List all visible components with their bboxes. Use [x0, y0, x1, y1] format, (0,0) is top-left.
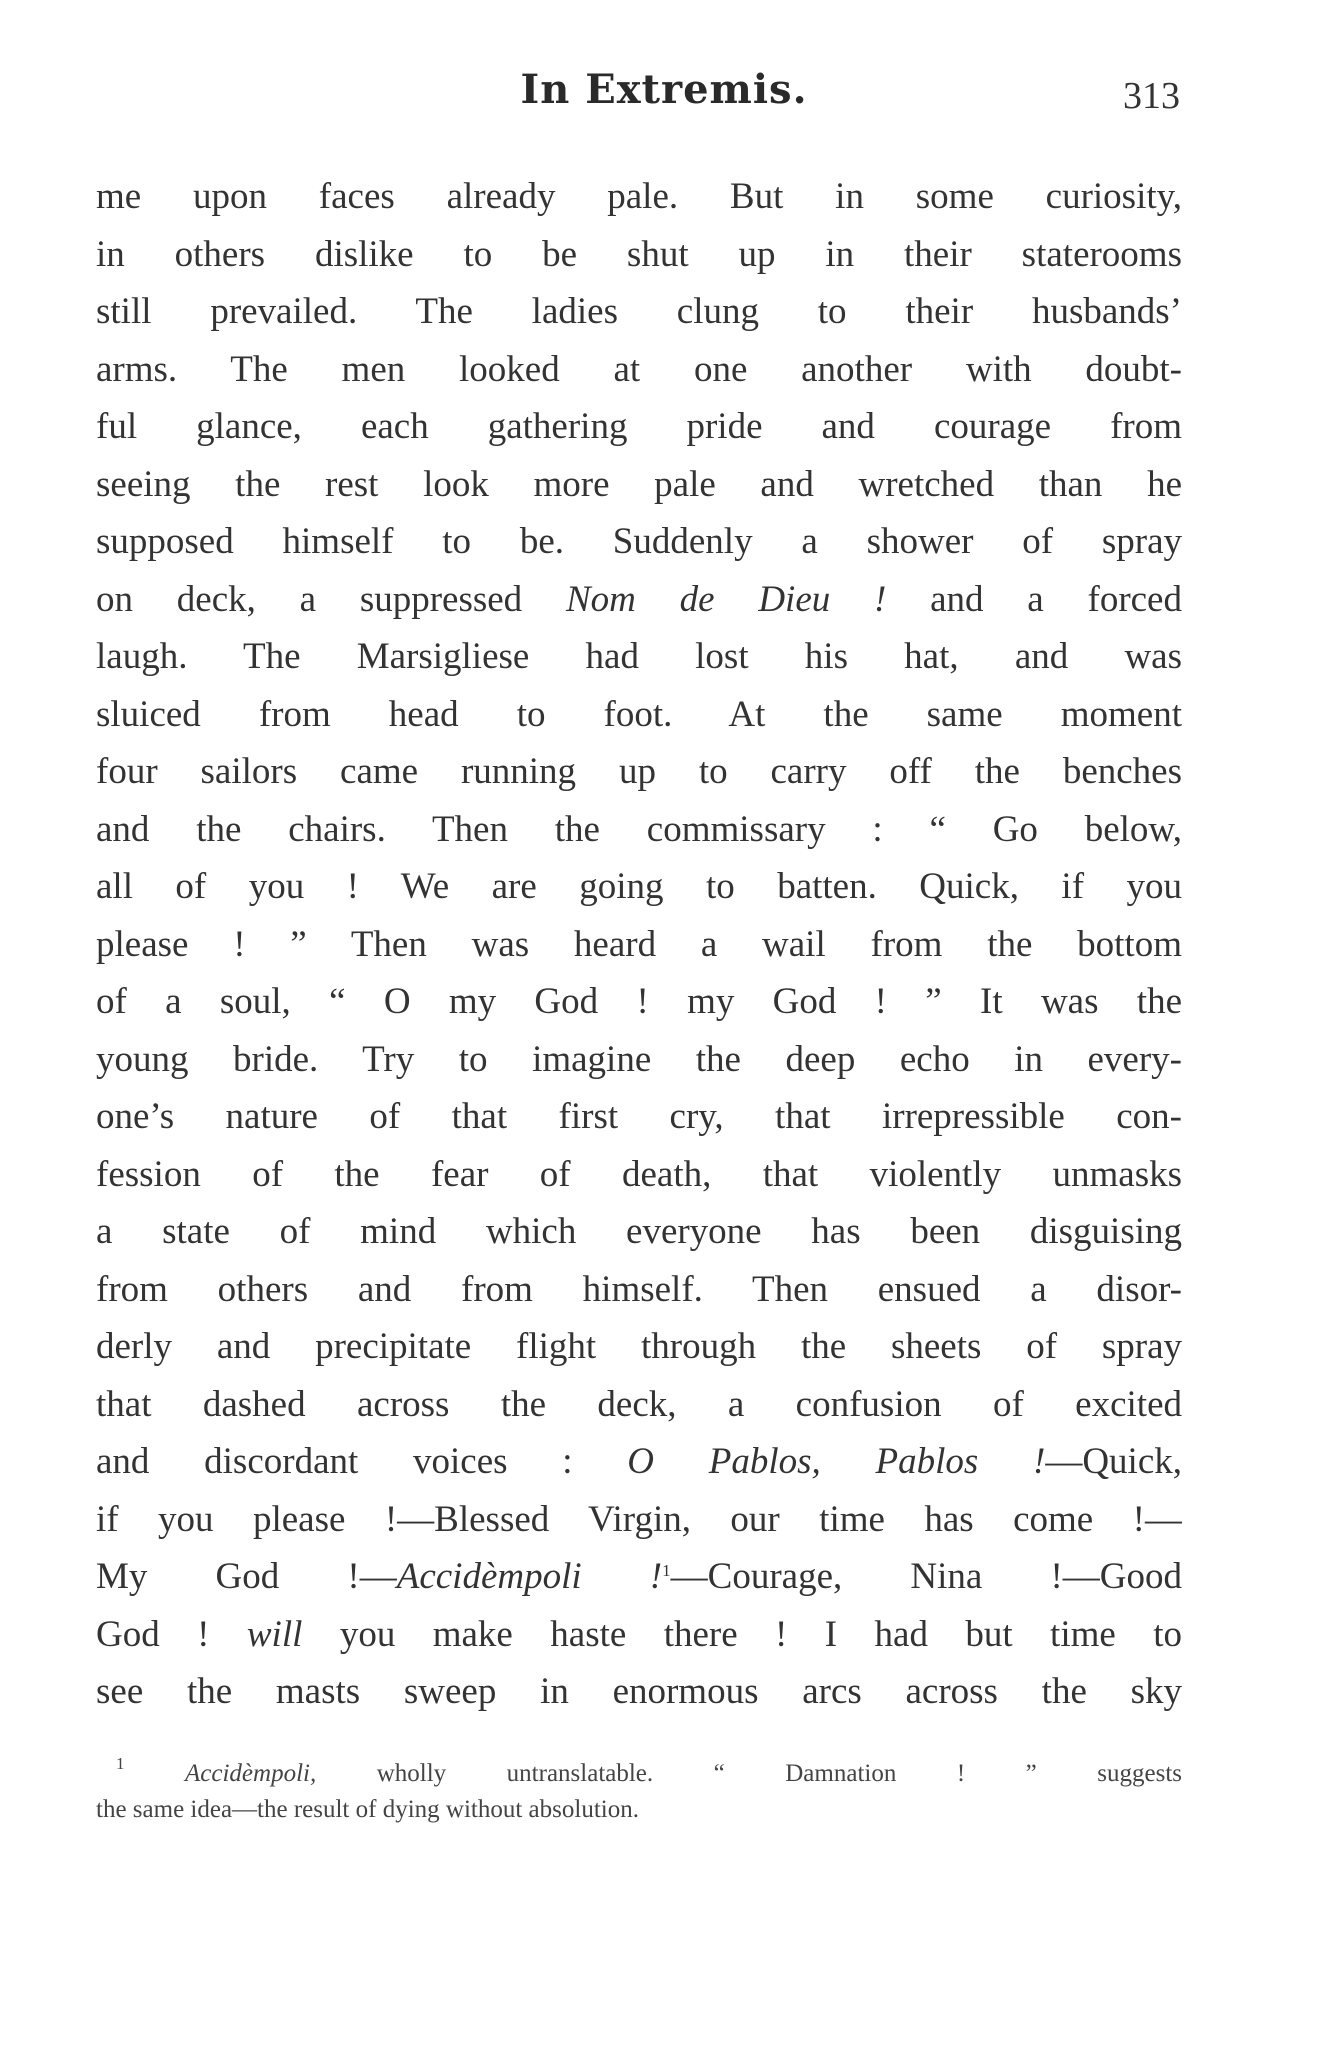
text-line-7: supposed himself to be. Suddenly a shower of spray: [96, 521, 1182, 562]
footnote-line-2: the same idea—the result of dying without absolution.: [96, 1796, 639, 1823]
text-line-19: a state of mind which everyone has been disguising: [96, 1211, 1182, 1252]
text-line-22: that dashed across the deck, a confusion of excited: [96, 1383, 1182, 1425]
text-line-18: fession of the fear of death, that violently unmasks: [96, 1153, 1182, 1195]
text-line-11: four sailors came running up to carry off the benches: [96, 751, 1182, 792]
text-line-12: and the chairs. Then the commissary : “ Go below,: [96, 808, 1182, 850]
footnote-reference: 1: [662, 1561, 671, 1580]
text-line-1: me upon faces already pale. But in some curiosity,: [96, 176, 1182, 217]
text-line-4: arms. The men looked at one another with doubt-: [96, 348, 1182, 390]
footnote-line-1: [96, 1756, 1182, 1792]
italic-phrase: Accidèmpoli !: [396, 1556, 663, 1597]
page-number: 313: [1123, 75, 1180, 117]
running-head: [0, 62, 1328, 122]
running-title: In Extremis.: [520, 66, 808, 113]
body-text: [96, 168, 1182, 1721]
text-line-27: see the masts sweep in enormous arcs across the sky: [96, 1671, 1182, 1712]
text-line-2: in others dislike to be shut up in their staterooms: [96, 233, 1182, 275]
text-line-23: [96, 1433, 1182, 1491]
text-line-26: [96, 1606, 1182, 1664]
text-line-16: young bride. Try to imagine the deep echo in every-: [96, 1038, 1182, 1080]
text-line-5: ful glance, each gathering pride and courage from: [96, 406, 1182, 447]
text-line-24: if you please !—Blessed Virgin, our time has come !—: [96, 1498, 1182, 1540]
footnotes: [96, 1756, 1182, 1828]
text-run: My God !—: [96, 1556, 397, 1597]
italic-phrase: will: [246, 1613, 303, 1655]
italic-phrase: Nom de Dieu !: [565, 578, 887, 620]
italic-phrase: O Pablos, Pablos !: [627, 1441, 1046, 1482]
text-line-13: all of you ! We are going to batten. Quick, if you: [96, 866, 1182, 907]
text-run: you make haste there ! I had but time to: [302, 1613, 1182, 1655]
footnote-term: Accidèmpoli,: [185, 1760, 317, 1787]
text-line-14: please ! ” Then was heard a wail from the bottom: [96, 923, 1182, 965]
footnote-marker: 1: [116, 1756, 125, 1773]
text-line-21: derly and precipitate flight through the sheets of spray: [96, 1326, 1182, 1367]
text-line-20: from others and from himself. Then ensued a disor-: [96, 1268, 1182, 1310]
text-run: —Courage, Nina !—Good: [670, 1556, 1182, 1597]
text-run: and discordant voices :: [96, 1441, 628, 1482]
text-run: on deck, a suppressed: [96, 578, 566, 620]
text-run: and a forced: [886, 578, 1182, 620]
text-line-17: one’s nature of that first cry, that irrepressible con-: [96, 1096, 1182, 1137]
text-line-6: seeing the rest look more pale and wretched than he: [96, 463, 1182, 505]
text-line-15: of a soul, “ O my God ! my God ! ” It was the: [96, 981, 1182, 1022]
footnote-text: wholly untranslatable. “ Damnation ! ” suggests: [316, 1760, 1182, 1787]
text-line-8: [96, 571, 1182, 629]
text-line-25: [96, 1548, 1182, 1606]
text-line-9: laugh. The Marsigliese had lost his hat, and was: [96, 636, 1182, 677]
text-line-10: sluiced from head to foot. At the same moment: [96, 693, 1182, 735]
text-run: —Quick,: [1045, 1441, 1182, 1482]
text-run: God !: [96, 1613, 247, 1655]
text-line-3: still prevailed. The ladies clung to their husbands’: [96, 291, 1182, 332]
